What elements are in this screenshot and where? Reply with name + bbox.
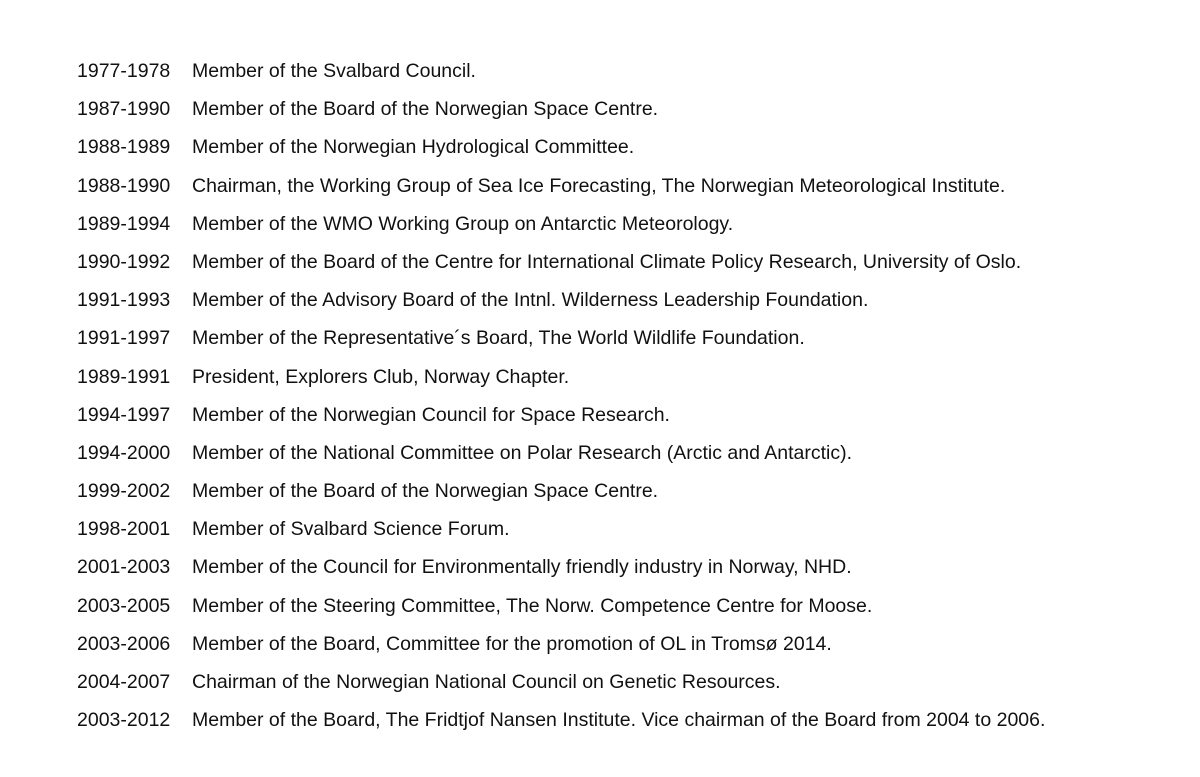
entry-text: Member of the WMO Working Group on Antarctic Meteorology. [192, 212, 734, 235]
list-item [77, 95, 1187, 133]
entry-years: 1989-1994 [77, 212, 171, 235]
entry-text: President, Explorers Club, Norway Chapter. [192, 365, 570, 388]
list-item [77, 515, 1187, 553]
list-item [77, 630, 1187, 668]
entry-text: Member of the Board, The Fridtjof Nansen Institute. Vice chairman of the Board from 2004 to 2006. [192, 709, 1046, 732]
entry-text: Member of the Advisory Board of the Intnl. Wilderness Leadership Foundation. [192, 289, 869, 312]
entry-text: Member of the Svalbard Council. [192, 60, 476, 82]
list-item [77, 57, 1187, 95]
entry-text: Member of the Representative´s Board, The World Wildlife Foundation. [192, 327, 805, 350]
entry-text: Member of Svalbard Science Forum. [192, 518, 510, 541]
list-item [77, 286, 1187, 324]
list-item [77, 172, 1187, 210]
list-item [77, 210, 1187, 248]
entry-years: 1977-1978 [77, 60, 171, 82]
list-item [77, 133, 1187, 171]
entry-years: 1994-2000 [77, 441, 171, 464]
appointments-list [77, 57, 1187, 744]
entry-years: 1991-1997 [77, 327, 171, 350]
list-item [77, 706, 1187, 744]
entry-text: Member of the Steering Committee, The Norw. Competence Centre for Moose. [192, 594, 873, 617]
list-item [77, 477, 1187, 515]
entry-years: 2001-2003 [77, 556, 171, 579]
entry-text: Member of the Board of the Centre for International Climate Policy Research, University of Oslo. [192, 250, 1022, 273]
entry-text: Member of the National Committee on Polar Research (Arctic and Antarctic). [192, 441, 853, 464]
list-item [77, 248, 1187, 286]
entry-years: 2003-2005 [77, 594, 171, 617]
entry-years: 1999-2002 [77, 480, 171, 503]
entry-years: 1994-1997 [77, 403, 171, 426]
list-item [77, 439, 1187, 477]
entry-years: 1990-1992 [77, 250, 171, 273]
entry-years: 2004-2007 [77, 671, 171, 693]
entry-years: 1989-1991 [77, 365, 171, 388]
entry-text: Member of the Board, Committee for the promotion of OL in Tromsø 2014. [192, 632, 832, 655]
list-item [77, 324, 1187, 362]
entry-years: 1987-1990 [77, 98, 171, 121]
entry-text: Chairman, the Working Group of Sea Ice Forecasting, The Norwegian Meteorological Institute. [192, 174, 1006, 197]
list-item [77, 668, 1187, 706]
entry-years: 1988-1989 [77, 136, 171, 159]
entry-text: Member of the Norwegian Hydrological Committee. [192, 136, 635, 159]
list-item [77, 401, 1187, 439]
list-item [77, 553, 1187, 591]
list-item [77, 592, 1187, 630]
entry-text: Member of the Norwegian Council for Space Research. [192, 403, 670, 426]
entry-text: Member of the Board of the Norwegian Space Centre. [192, 98, 659, 121]
entry-text: Member of the Board of the Norwegian Space Centre. [192, 480, 659, 503]
entry-years: 1998-2001 [77, 518, 171, 541]
entry-years: 2003-2012 [77, 709, 171, 732]
entry-years: 1988-1990 [77, 174, 171, 197]
entry-text: Member of the Council for Environmentally friendly industry in Norway, NHD. [192, 556, 852, 579]
entry-years: 1991-1993 [77, 289, 171, 312]
list-item [77, 363, 1187, 401]
entry-text: Chairman of the Norwegian National Council on Genetic Resources. [192, 671, 781, 693]
entry-years: 2003-2006 [77, 632, 171, 655]
